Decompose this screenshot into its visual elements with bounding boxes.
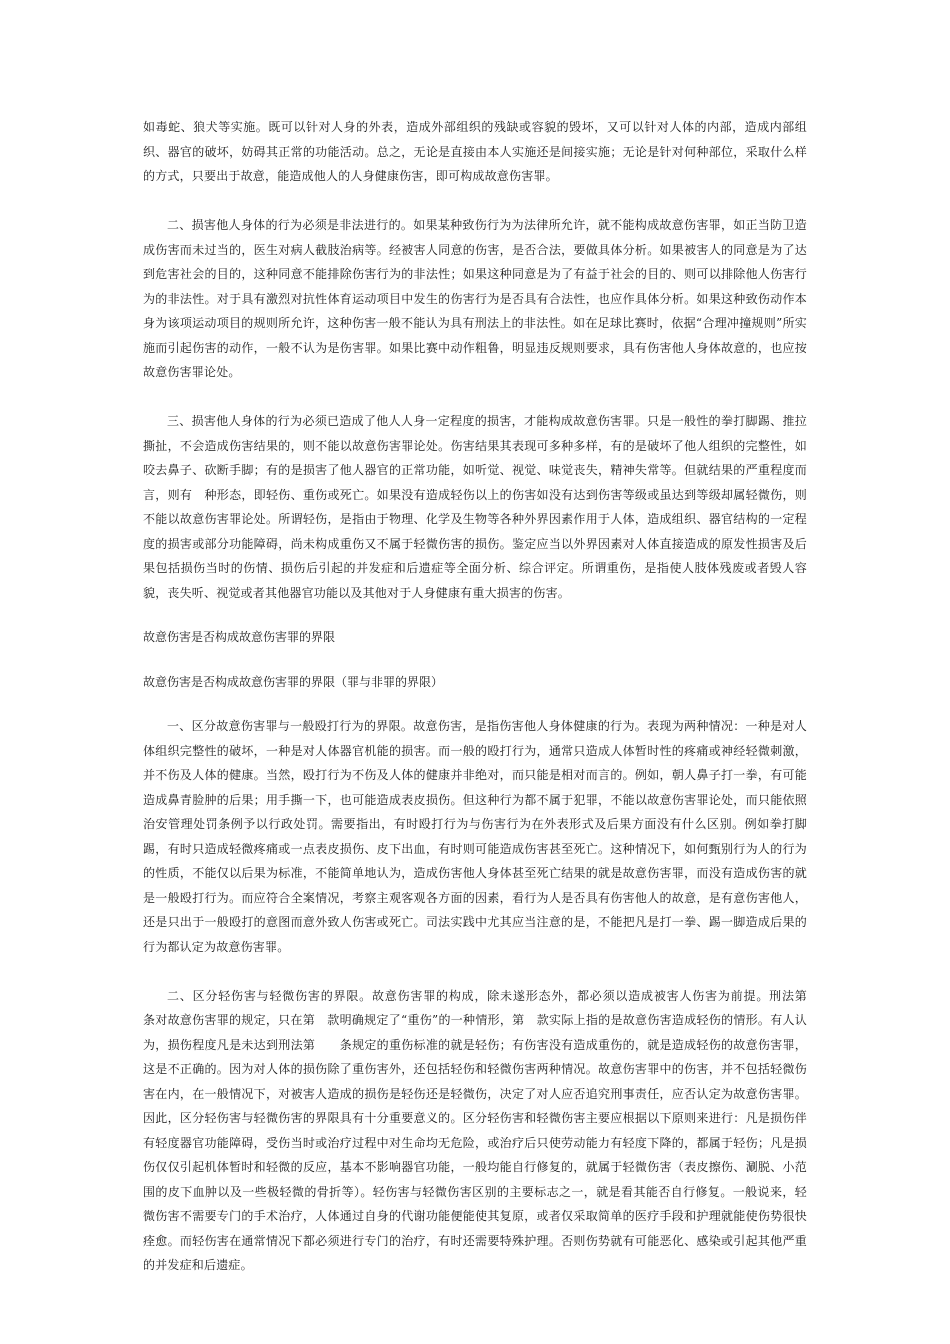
paragraph-beating-distinction: 一、区分故意伤害罪与一般殴打行为的界限。故意伤害，是指伤害他人身体健康的行为。表现为两种情况：一种是对人体组织完整性的破坏，一种是对人体器官机能的损害。而一般的殴打行为，通常只造成人体暂时性的疼痛或神经轻微刺激，并不伤及人体的健康。当然，殴打行为不伤及人体的健康并非绝对，而只能是相对而言的。例如，朝人鼻子打一拳，有可能造成鼻青脸肿的后果；用手撕一下，也可能造成表皮损伤。但这种行为都不属于犯罪，不能以故意伤害罪论处，而只能依照治安管理处罚条例予以行政处罚。需要指出，有时殴打行为与伤害行为在外表形式及后果方面没有什么区别。例如拳打脚踢，有时只造成轻微疼痛或一点表皮损伤、皮下出血，有时则可能造成伤害甚至死亡。这种情况下，如何甄别行为人的行为的性质，不能仅以后果为标准，不能简单地认为，造成伤害他人身体甚至死亡结果的就是故意伤害罪，而没有造成伤害的就是一般殴打行为。而应符合全案情况，考察主观客观各方面的因素，看行为人是否具有伤害他人的故意，是有意伤害他人，还是只出于一般殴打的意图而意外致人伤害或死亡。司法实践中尤其应当注意的是，不能把凡是打一拳、踢一脚造成后果的行为都认定为故意伤害罪。 — [143, 719, 807, 954]
paragraph-illegality: 二、损害他人身体的行为必须是非法进行的。如果某种致伤行为为法律所允许，就不能构成故意伤害罪，如正当防卫造成伤害而未过当的，医生对病人截肢治病等。经被害人同意的伤害，是否合法，要做具体分析。如果被害人的同意是为了达到危害社会的目的，这种同意不能排除伤害行为的非法性；如果这种同意是为了有益于社会的目的、则可以排除他人伤害行为的非法性。对于具有激烈对抗性体育运动项目中发生的伤害行为是否具有合法性，也应作具体分析。如果这种致伤动作本身为该项运动项目的规则所允许，这种伤害一般不能认为具有刑法上的非法性。如在足球比赛时，依据“合理冲撞规则”所实施而引起伤害的动作，一般不认为是伤害罪。如果比赛中动作粗鲁，明显违反规则要求，具有伤害他人身体故意的，也应按故意伤害罪论处。 — [143, 218, 807, 379]
paragraph-gap — [143, 694, 807, 714]
paragraph-harm-degree: 三、损害他人身体的行为必须已造成了他人人身一定程度的损害，才能构成故意伤害罪。只是一般性的拳打脚踢、推拉撕扯，不会造成伤害结果的，则不能以故意伤害罪论处。伤害结果其表现可多种多样，有的是破坏了他人组织的完整性，如咬去鼻子、砍断手脚；有的是损害了他人器官的正常功能，如听觉、视觉、味觉丧失，精神失常等。但就结果的严重程度而言，则有 种形态，即轻伤、重伤或死亡。如果没有造成轻伤以上的伤害如没有达到伤害等级或虽达到等级却属轻微伤，则不能以故意伤害罪论处。所谓轻伤，是指由于物理、化学及生物等各种外界因素作用于人体，造成组织、器官结构的一定程度的损害或部分功能障碍，尚未构成重伤又不属于轻微伤害的损伤。鉴定应当以外界因素对人体直接造成的原发性损害及后果包括损伤当时的伤情、损伤后引起的并发症和后遗症等全面分析、综合评定。所谓重伤，是指使人肢体残废或者毁人容貌，丧失听、视觉或者其他器官功能以及其他对于人身健康有重大损害的伤害。 — [143, 414, 807, 600]
section-subheading: 故意伤害是否构成故意伤害罪的界限（罪与非罪的界限） — [143, 674, 444, 689]
paragraph-gap — [143, 605, 807, 625]
paragraph-gap — [143, 385, 807, 410]
paragraph-continuation: 如毒蛇、狼犬等实施。既可以针对人身的外表，造成外部组织的残缺或容貌的毁坏，又可以针对人体的内部，造成内部组织、器官的破坏，妨碍其正常的功能活动。总之，无论是直接由本人实施还是间接实施；无论是针对何种部位，采取什么样的方式，只要出于故意，能造成他人的人身健康伤害，即可构成故意伤害罪。 — [143, 120, 807, 183]
document-body — [143, 115, 832, 1278]
paragraph-gap — [143, 959, 807, 984]
paragraph-gap — [143, 650, 807, 670]
paragraph-minor-injury-distinction: 二、区分轻伤害与轻微伤害的界限。故意伤害罪的构成，除未遂形态外，都必须以造成被害人伤害为前提。刑法第 条对故意伤害罪的规定，只在第 款明确规定了“重伤”的一种情形，第 款实际上指的是故意伤害造成轻伤的情形。有人认为，损伤程度凡是未达到刑法第 条规定的重伤标准的就是轻伤；有伤害没有造成重伤的，就是造成轻伤的故意伤害罪，这是不正确的。因为对人体的损伤除了重伤害外，还包括轻伤和轻微伤害两种情况。故意伤害罪中的伤害，并不包括轻微伤害在内，在一般情况下，对被害人造成的损伤是轻伤还是轻微伤，决定了对人应否追究刑事责任，应否认定为故意伤害罪。因此，区分轻伤害与轻微伤害的界限具有十分重要意义的。区分轻伤害和轻微伤害主要应根据以下原则来进行：凡是损伤伴有轻度器官功能障碍，受伤当时或治疗过程中对生命均无危险，或治疗后只使劳动能力有轻度下降的，都属于轻伤；凡是损伤仅仅引起机体暂时和轻微的反应，基本不影响器官功能，一般均能自行修复的，就属于轻微伤害（表皮擦伤、涮脱、小范围的皮下血肿以及一些极轻微的骨折等）。轻伤害与轻微伤害区别的主要标志之一，就是看其能否自行修复。一般说来，轻微伤害不需要专门的手术治疗，人体通过自身的代谢功能便能使其复原，或者仅采取简单的医疗手段和护理就能使伤势很快痊愈。而轻伤害在通常情况下都必须进行专门的治疗，有时还需要特殊护理。否则伤势就有可能恶化、感染或引起其他严重的并发症和后遗症。 — [143, 988, 832, 1272]
section-heading: 故意伤害是否构成故意伤害罪的界限 — [143, 630, 336, 644]
paragraph-gap — [143, 189, 807, 214]
